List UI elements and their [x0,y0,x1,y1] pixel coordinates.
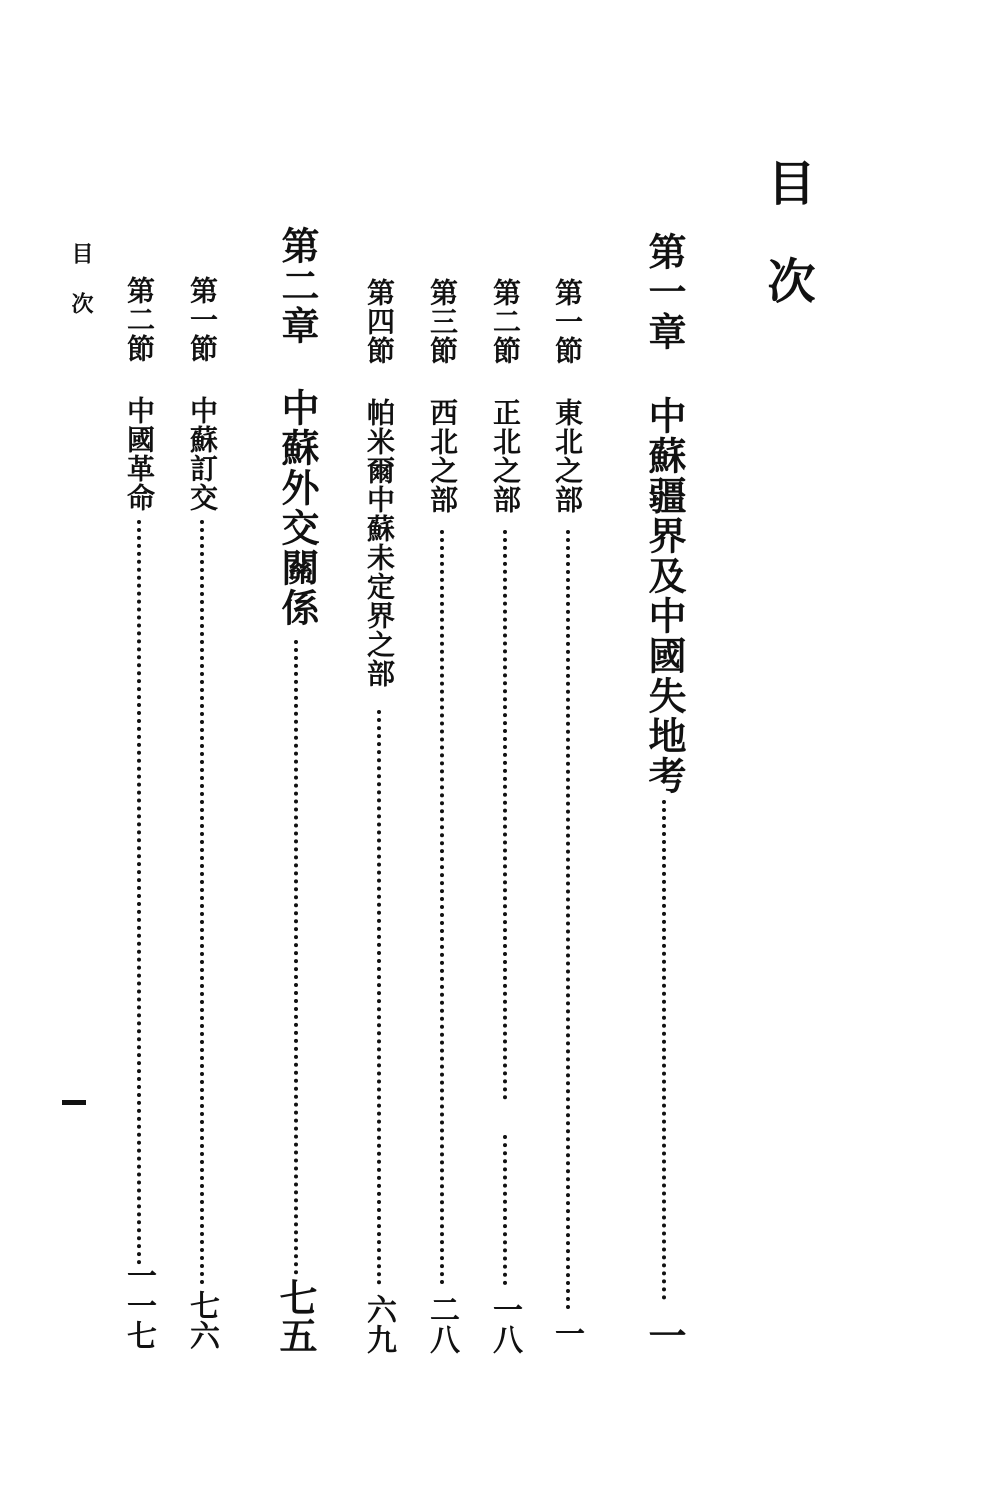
section-1-4-page: 六九 [361,1294,396,1354]
chapter-2-title: 中蘇外交關係 [275,388,320,628]
running-head: 目次 [68,242,94,342]
section-2-2-title: 中國革命 [123,396,156,512]
section-1-2-leader [503,530,507,1100]
chapter-2-page: 七五 [273,1278,318,1354]
chapter-1-title: 中蘇疆界及中國失地考 [642,396,687,796]
section-2-1-page: 七六 [184,1290,219,1350]
section-2-2-leader [137,520,141,1265]
section-1-3-title: 西北之部 [426,398,459,514]
section-2-1-label: 第一節 [186,276,219,363]
section-1-2-page: 一八 [487,1294,522,1354]
section-1-2-title: 正北之部 [489,398,522,514]
section-2-1-leader [200,520,204,1285]
section-2-2-page: 一一七 [121,1260,156,1350]
section-1-1-leader [566,530,570,1310]
chapter-1-page: 一 [642,1316,687,1354]
chapter-1-label: 第一章 [642,232,687,352]
section-1-4-label: 第四節 [363,278,396,365]
section-1-3-leader [440,530,444,1285]
section-2-1-title: 中蘇訂交 [186,396,219,512]
page-title: 目次 [759,158,815,354]
section-1-4-title: 帕米爾中蘇未定界之部 [363,398,396,688]
section-1-2-label: 第二節 [489,278,522,365]
section-1-3-label: 第三節 [426,278,459,365]
section-1-1-title: 東北之部 [551,398,584,514]
section-1-2-leader-2 [503,1135,507,1285]
section-2-2-label: 第二節 [123,276,156,363]
section-1-3-page: 二八 [424,1294,459,1354]
section-1-4-leader [377,710,381,1285]
chapter-2-label: 第二章 [275,226,320,346]
chapter-1-leader [662,800,666,1300]
section-1-1-page: 一 [549,1318,584,1348]
section-1-1-label: 第一節 [551,278,584,365]
chapter-2-leader [294,640,298,1275]
folio-page-number [62,1100,86,1105]
